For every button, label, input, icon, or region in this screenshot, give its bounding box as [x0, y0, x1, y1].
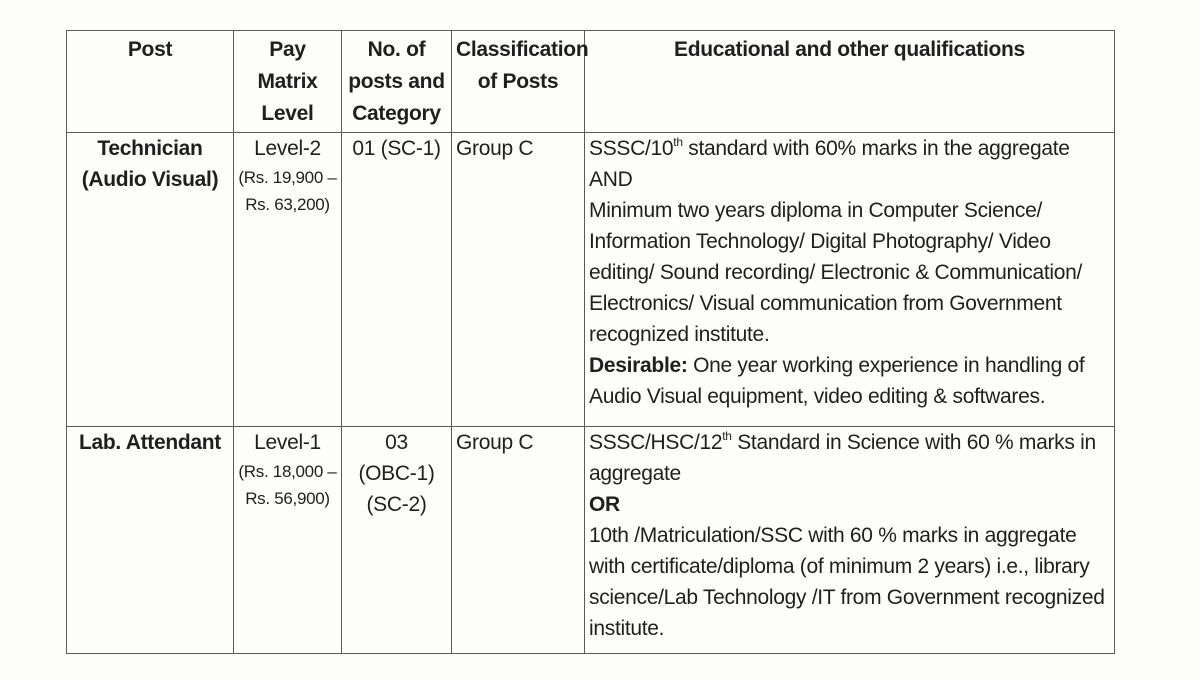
- qualification-line: institute.: [589, 617, 665, 640]
- qualification-line: SSSC/10th standard with 60% marks in the aggregate: [589, 135, 1070, 160]
- classification-cell: Group C: [452, 133, 585, 427]
- header-qualifications: Educational and other qualifications: [585, 31, 1115, 133]
- header-classification: Classification of Posts: [452, 31, 585, 133]
- qualification-line: SSSC/HSC/12th Standard in Science with 60 % marks in: [589, 429, 1096, 454]
- header-post: Post: [67, 31, 234, 133]
- table-header-row: [67, 31, 1115, 133]
- qualifications-cell: [585, 133, 1115, 427]
- classification-cell: Group C: [452, 427, 585, 654]
- qualification-line: aggregate: [589, 462, 681, 485]
- qualification-line: Audio Visual equipment, video editing & softwares.: [589, 385, 1046, 408]
- posts-count-cell: 03 (OBC-1) (SC-2): [342, 427, 452, 654]
- pay-level-cell: Level-2 (Rs. 19,900 – Rs. 63,200): [234, 133, 342, 427]
- header-pay-matrix-level: Pay Matrix Level: [234, 31, 342, 133]
- qualification-line: with certificate/diploma (of minimum 2 years) i.e., library: [589, 555, 1090, 578]
- qualification-line: recognized institute.: [589, 323, 770, 346]
- qualification-line: AND: [589, 168, 633, 191]
- table-row: [67, 133, 1115, 427]
- qualification-line: 10th /Matriculation/SSC with 60 % marks in aggregate: [589, 524, 1077, 547]
- post-cell: Lab. Attendant: [67, 427, 234, 654]
- qualification-line: Minimum two years diploma in Computer Science/: [589, 199, 1043, 222]
- qualification-line: editing/ Sound recording/ Electronic & Communication/: [589, 261, 1083, 284]
- or-line: OR: [589, 493, 620, 516]
- qualification-line: Information Technology/ Digital Photography/ Video: [589, 230, 1051, 253]
- header-number-of-posts: No. of posts and Category: [342, 31, 452, 133]
- posts-count-cell: 01 (SC-1): [342, 133, 452, 427]
- qualifications-cell: [585, 427, 1115, 654]
- post-cell: Technician (Audio Visual): [67, 133, 234, 427]
- qualification-line: Electronics/ Visual communication from Government: [589, 292, 1062, 315]
- pay-level-cell: Level-1 (Rs. 18,000 – Rs. 56,900): [234, 427, 342, 654]
- qualification-line: science/Lab Technology /IT from Government recognized: [589, 586, 1105, 609]
- table-row: [67, 427, 1115, 654]
- desirable-line: Desirable: One year working experience in handling of: [589, 354, 1085, 377]
- qualifications-table: [66, 30, 1115, 654]
